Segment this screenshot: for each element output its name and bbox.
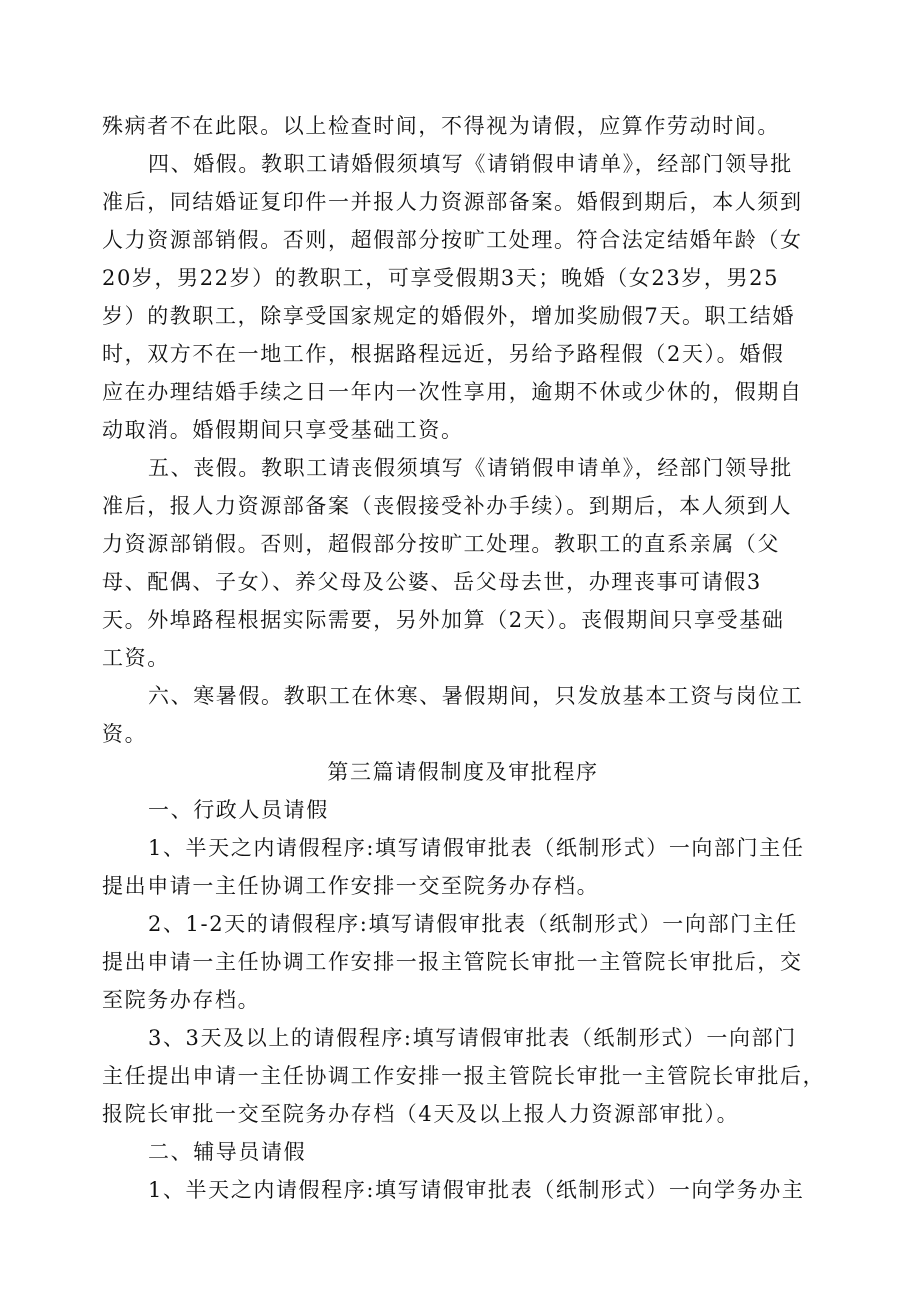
- body-line: 时，双方不在一地工作，根据路程远近，另给予路程假（2天）。婚假: [102, 342, 785, 366]
- section-heading-marriage-leave: 四、婚假。教职工请婚假须填写《请销假申请单》，经部门领导批: [148, 152, 793, 176]
- body-line: 至院务办存档。: [102, 988, 261, 1012]
- body-line: 主任提出申请一主任协调工作安排一报主管院长审批一主管院长审批后，: [102, 1064, 826, 1088]
- body-line: 岁）的教职工，除享受国家规定的婚假外，增加奖励假7天。职工结婚: [102, 304, 795, 328]
- body-line: 20岁，男22岁）的教职工，可享受假期3天；晚婚（女23岁，男25: [102, 266, 780, 290]
- body-line: 资。: [102, 722, 148, 746]
- body-line: 天。外埠路程根据实际需要，另外加算（2天）。丧假期间只享受基础: [102, 608, 785, 632]
- section-heading-bereavement-leave: 五、丧假。教职工请丧假须填写《请销假申请单》，经部门领导批: [148, 456, 793, 480]
- subsection-heading-admin-staff: 一、行政人员请假: [148, 798, 329, 822]
- body-line: 准后，同结婚证复印件一并报人力资源部备案。婚假到期后，本人须到: [102, 190, 803, 214]
- body-line: 母、配偶、子女）、养父母及公婆、岳父母去世，办理丧事可请假3: [102, 570, 762, 594]
- section-heading-vacation: 六、寒暑假。教职工在休寒、暑假期间，只发放基本工资与岗位工: [148, 684, 804, 708]
- procedure-item: 3、3天及以上的请假程序:填写请假审批表（纸制形式）一向部门: [148, 1026, 797, 1050]
- body-line: 力资源部销假。否则，超假部分按旷工处理。教职工的直系亲属（父: [102, 532, 780, 556]
- body-line: 提出申请一主任协调工作安排一报主管院长审批一主管院长审批后，交: [102, 950, 803, 974]
- body-line: 应在办理结婚手续之日一年内一次性享用，逾期不休或少休的，假期自: [102, 380, 803, 404]
- body-line: 殊病者不在此限。以上检查时间，不得视为请假，应算作劳动时间。: [102, 114, 780, 138]
- body-line: 准后，报人力资源部备案（丧假接受补办手续）。到期后，本人须到人: [102, 494, 793, 518]
- body-line: 工资。: [102, 646, 170, 670]
- body-line: 人力资源部销假。否则，超假部分按旷工处理。符合法定结婚年龄（女: [102, 228, 803, 252]
- chapter-title: 第三篇请假制度及审批程序: [327, 760, 599, 784]
- procedure-item: 2、1-2天的请假程序:填写请假审批表（纸制形式）一向部门主任: [148, 912, 798, 936]
- procedure-item: 1、半天之内请假程序:填写请假审批表（纸制形式）一向学务办主: [148, 1178, 805, 1202]
- procedure-item: 1、半天之内请假程序:填写请假审批表（纸制形式）一向部门主任: [148, 836, 805, 860]
- subsection-heading-counselor: 二、辅导员请假: [148, 1140, 307, 1164]
- body-line: 报院长审批一交至院务办存档（4天及以上报人力资源部审批）。: [102, 1102, 740, 1126]
- body-line: 提出申请一主任协调工作安排一交至院务办存档。: [102, 874, 600, 898]
- body-line: 动取消。婚假期间只享受基础工资。: [102, 418, 464, 442]
